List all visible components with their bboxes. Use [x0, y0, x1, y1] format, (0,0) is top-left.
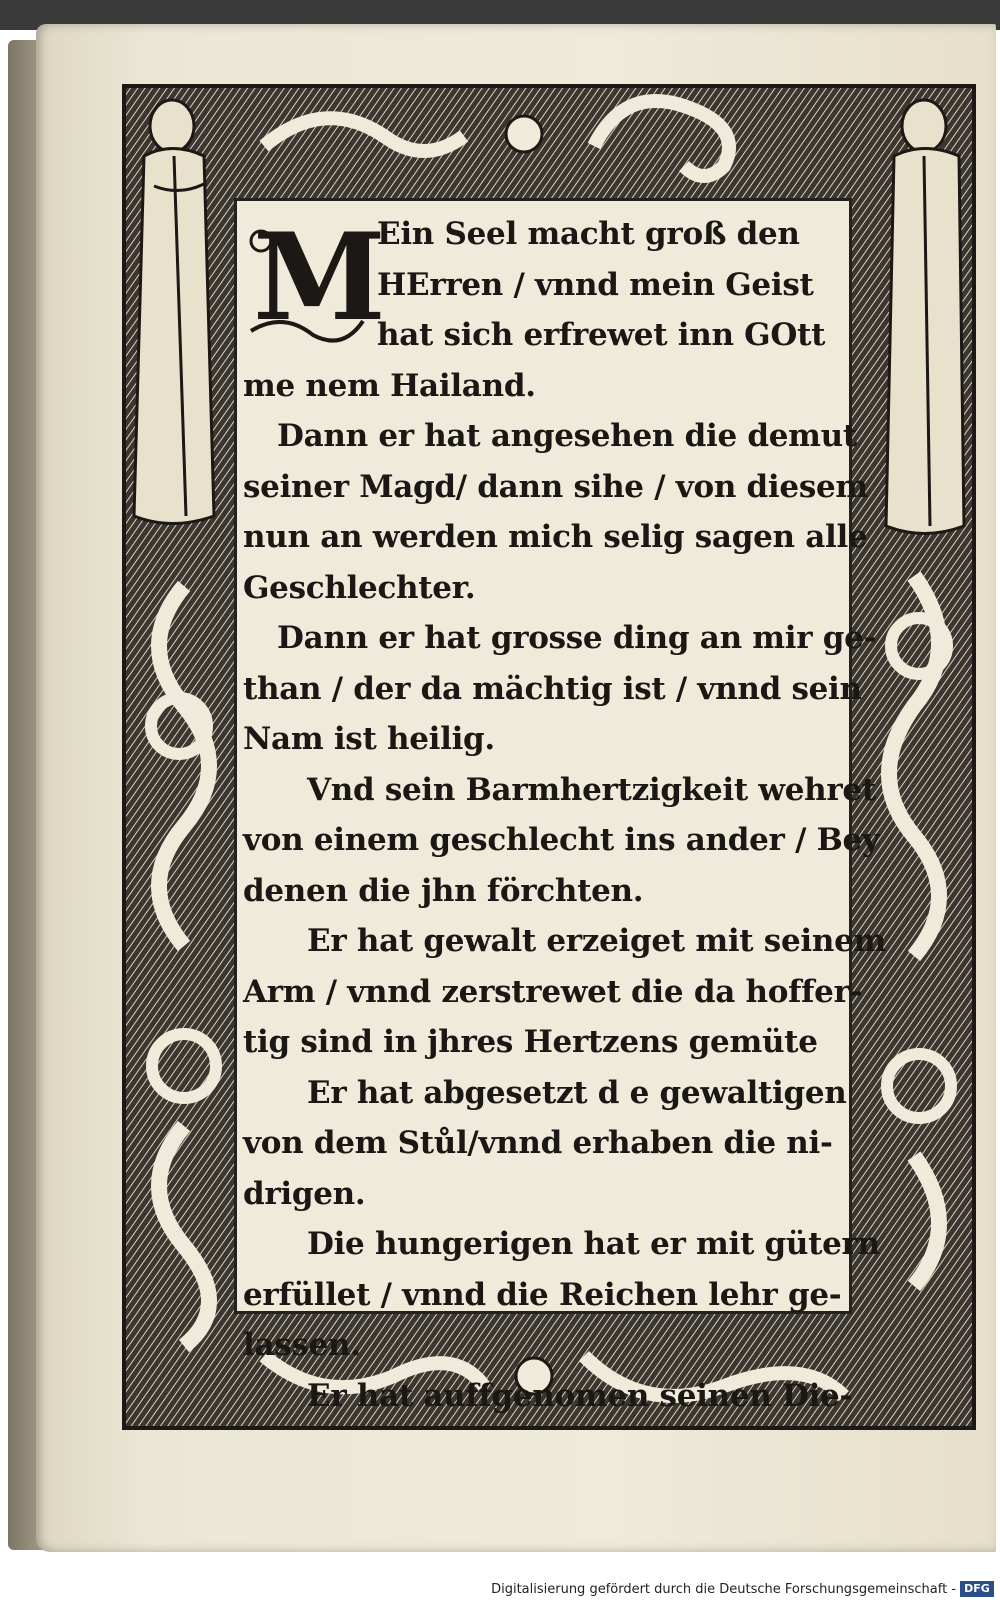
text-panel: [234, 198, 887, 1414]
text-line: Ein Seel macht groß den: [377, 216, 800, 252]
text-line: erfüllet / vnnd die Reichen lehr ge-: [243, 1276, 842, 1313]
text-line: lassen.: [243, 1327, 361, 1363]
dfg-logo: DFG: [960, 1581, 994, 1597]
text-line: me nem Hailand.: [243, 367, 536, 404]
text-line: than / der da mächtig ist / vnnd sein: [243, 670, 862, 707]
text-line: Geschlechter.: [243, 569, 476, 606]
text-line: drigen.: [243, 1175, 366, 1212]
right-figure: [886, 100, 964, 534]
initial-letter: M: [253, 207, 386, 348]
text-line: Er hat gewalt erzeiget mit seinem: [307, 923, 887, 959]
footer-credit-text: Digitalisierung gefördert durch die Deutsche Forschungsgemeinschaft -: [491, 1582, 956, 1597]
text-line: denen die jhn förchten.: [243, 872, 644, 909]
text-line: Dann er hat grosse ding an mir ge-: [277, 620, 877, 656]
text-line: tig sind in jhres Hertzens gemüte: [243, 1024, 818, 1060]
text-line: nun an werden mich selig sagen alle: [243, 519, 868, 555]
text-line: Nam ist heilig.: [243, 721, 495, 757]
text-lines: [237, 209, 887, 1421]
left-saint-figure: [134, 100, 214, 524]
text-line: von einem geschlecht ins ander / Bey: [243, 822, 880, 858]
text-line: von dem Stůl/vnnd erhaben die ni-: [243, 1125, 833, 1161]
text-line: hat sich erfrewet inn GOtt: [377, 317, 826, 353]
text-line: Dann er hat angesehen die demut: [277, 418, 857, 454]
text-line: Er hat auffgenomen seinen Die-: [307, 1377, 853, 1414]
text-line: HErren / vnnd mein Geist: [377, 266, 814, 303]
woodcut-border-frame: [124, 86, 974, 1428]
text-line: Arm / vnnd zerstrewet die da hoffer-: [243, 973, 863, 1010]
text-line: seiner Magd/ dann sihe / von diesem: [243, 468, 868, 505]
text-line: Er hat abgesetzt d e gewaltigen: [307, 1074, 847, 1111]
text-line: Die hungerigen hat er mit gütern: [307, 1226, 880, 1262]
text-line: Vnd sein Barmhertzigkeit wehret: [307, 771, 876, 808]
footer-bar: [0, 1578, 1000, 1602]
